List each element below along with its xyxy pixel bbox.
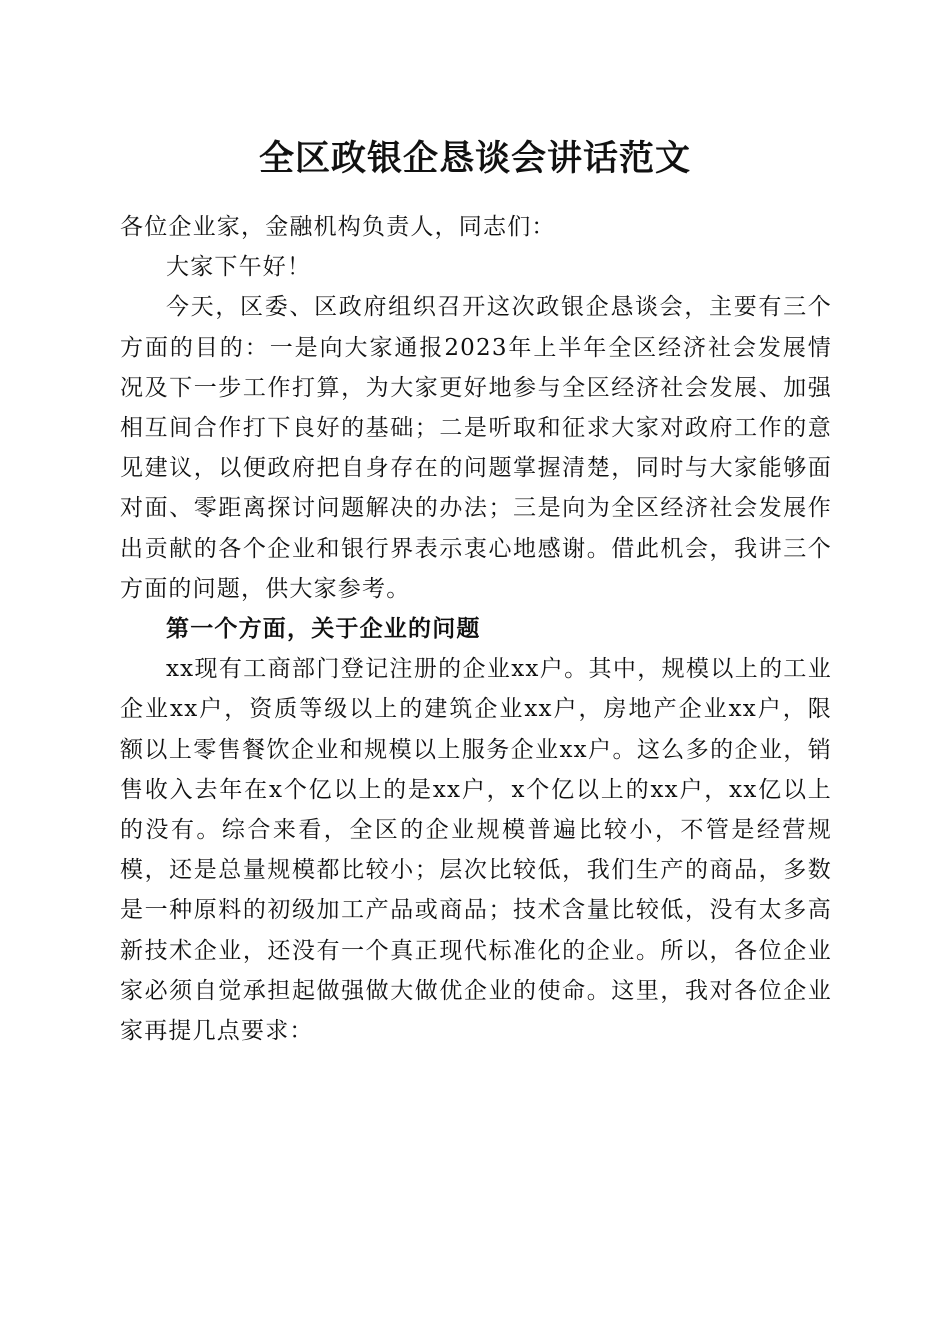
greeting: 大家下午好！ — [166, 254, 312, 281]
paragraph-enterprises: xx现有工商部门登记注册的企业xx户。其中，规模以上的工业企业xx户，资质等级以上的建筑企业xx户，房地产企业xx户，限额以上零售餐饮企业和规模以上服务企业xx户。这么多的企业，销售收入去年在x个亿以上的是xx户，x个亿以上的xx户，xx亿以上的没有。综合来看，全区的企业规模普遍比较小，不管是经营规模，还是总量规模都比较小；层次比较低，我们生产的商品，多数是一种原料的初级加工产品或商品；技术含量比较低，没有太多高新技术企业，还没有一个真正现代标准化的企业。所以，各位企业家必须自觉承担起做强做大做优企业的使命。这里，我对各位企业家再提几点要求： — [120, 656, 832, 1045]
paragraph-purpose: 今天，区委、区政府组织召开这次政银企恳谈会，主要有三个方面的目的：一是向大家通报2023年上半年全区经济社会发展情况及下一步工作打算，为大家更好地参与全区经济社会发展、加强相互间合作打下良好的基础；二是听取和征求大家对政府工作的意见建议，以便政府把自身存在的问题掌握清楚，同时与大家能够面对面、零距离探讨问题解决的办法；三是向为全区经济社会发展作出贡献的各个企业和银行界表示衷心地感谢。借此机会，我讲三个方面的问题，供大家参考。 — [120, 294, 832, 602]
salutation: 各位企业家，金融机构负责人，同志们： — [120, 214, 556, 240]
document-body — [120, 207, 832, 1051]
section-heading-enterprises: 第一个方面，关于企业的问题 — [166, 615, 481, 643]
document-title: 全区政银企恳谈会讲话范文 — [258, 138, 691, 179]
